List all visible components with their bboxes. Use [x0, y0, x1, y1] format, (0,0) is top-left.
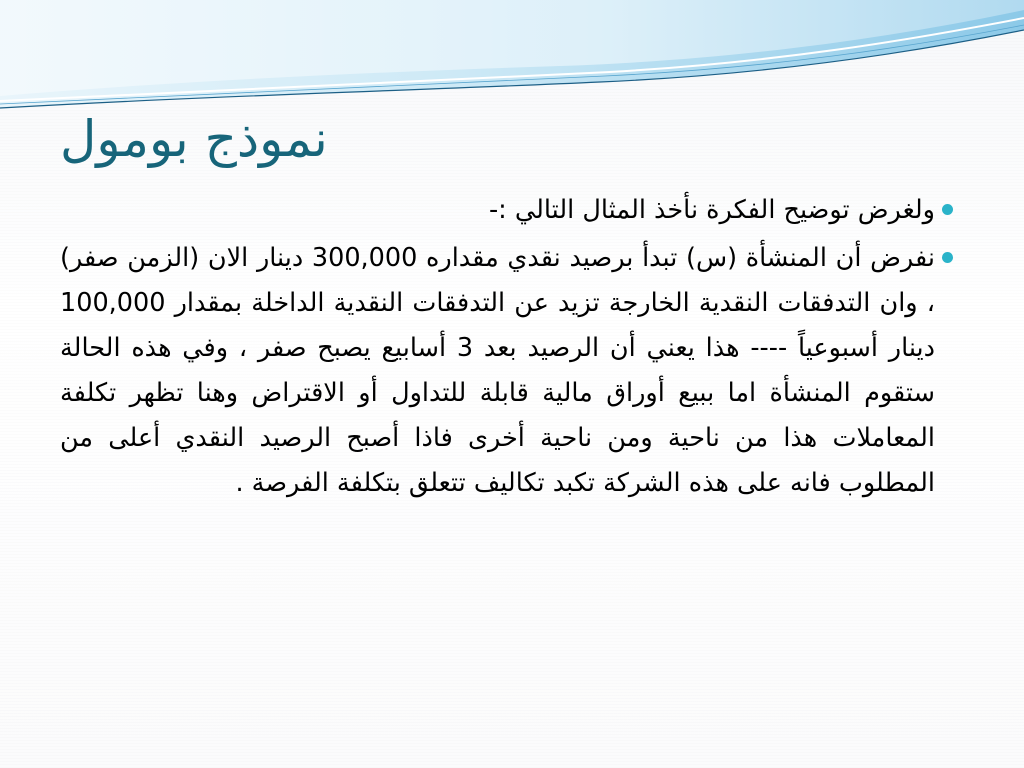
bullet-dot-icon: [942, 204, 953, 215]
slide-title: نموذج بومول: [60, 110, 328, 168]
bullet-item-1: [60, 188, 935, 233]
bullet-text-1: ولغرض توضيح الفكرة نأخذ المثال التالي :-: [488, 195, 935, 225]
bullet-item-2: [60, 236, 935, 506]
bullet-text-2: نفرض أن المنشأة (س) تبدأ برصيد نقدي مقداره 300,000 دينار الان (الزمن صفر) ، وان التدفقات النقدية الخارجة تزيد عن التدفقات النقدية الداخلة بمقدار 100,000 دينار أسبوعياً ---- هذا يعني أن الرصيد بعد 3 أسابيع يصبح صفر ، وفي هذه الحالة ستقوم المنشأة اما ببيع أوراق مالية قابلة للتداول أو الاقتراض وهنا تظهر تكلفة المعاملات هذا من ناحية ومن ناحية أخرى فاذا أصبح الرصيد النقدي أعلى من المطلوب فانه على هذه الشركة تكبد تكاليف تتعلق بتكلفة الفرصة .: [60, 243, 936, 498]
bullet-list: [60, 188, 935, 506]
bullet-dot-icon: [942, 252, 953, 263]
header-wave-decoration: [0, 0, 1024, 120]
